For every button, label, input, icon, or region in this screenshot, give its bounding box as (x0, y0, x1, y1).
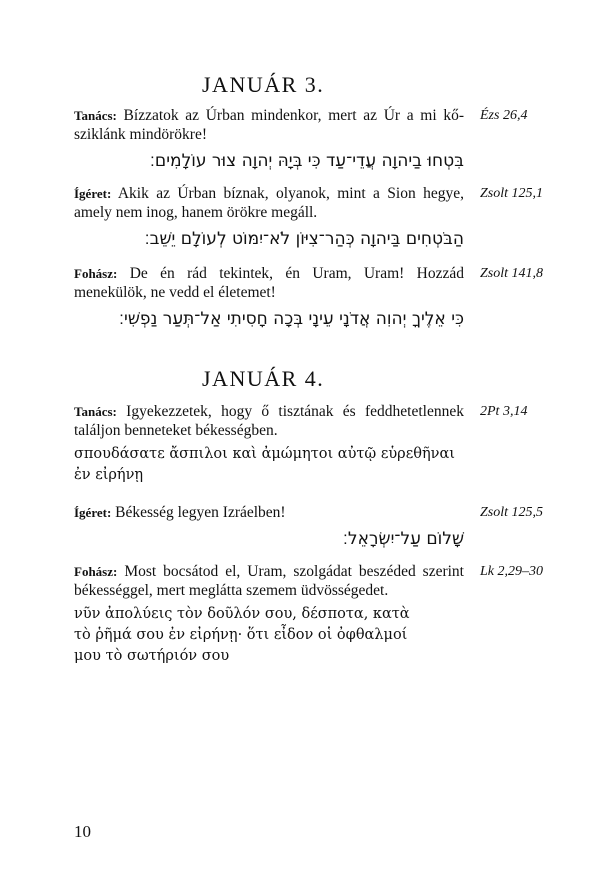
hebrew-verse: כִּי אֵלֶיךָ יְהוִה אֲדֹנָי עֵינָי בְּכָה חָסִיתִי אַל־תְּעַר נַפְשִׁי׃ (119, 309, 464, 329)
greek-verse: νῦν ἀπολύεις τὸν δοῦλόν σου, δέσποτα, κατὰ τὸ ῥῆμά σου ἐν εἰρήνῃ· ὅτι εἶδον οἱ ὀφθαλμοί μου τὸ σωτήριόν σου (74, 606, 410, 664)
entry-text (74, 503, 464, 522)
entry-text (74, 264, 464, 302)
entry-label: Tanács: (74, 108, 117, 123)
entry-label: Ígéret: (74, 505, 112, 520)
scripture-reference: Lk 2,29–30 (480, 564, 543, 579)
day-title-january-4: JANUÁR 4. (202, 366, 325, 391)
entry-prayer-jan3 (74, 264, 586, 332)
entry-text (74, 402, 464, 440)
entry-advice-jan4 (74, 402, 586, 486)
entry-label: Fohász: (74, 266, 118, 281)
entry-body: Akik az Úrban bíznak, olyanok, mint a Sion hegye, amely nem inog, hanem örökre megáll. (74, 185, 464, 221)
entry-promise-jan3 (74, 184, 586, 252)
entry-body: Békesség legyen Izráelben! (111, 504, 286, 521)
entry-body: De én rád tekintek, én Uram, Uram! Hozzád menekülök, ne vedd el életemet! (74, 265, 464, 301)
entry-body: Igyekezzetek, hogy ő tisztának és feddhetetlennek találjon benneteket békességben. (74, 403, 464, 439)
scripture-reference: Zsolt 141,8 (480, 266, 544, 281)
entry-prayer-jan4 (74, 562, 586, 667)
scripture-reference: Ézs 26,4 (480, 108, 528, 123)
entry-text (74, 184, 464, 222)
greek-verse: σπουδάσατε ἄσπιλοι καὶ ἀμώμητοι αὐτῷ εὑρεθῆναι ἐν εἰρήνῃ (74, 446, 455, 483)
hebrew-verse: בִּטְחוּ בַיהוָה עֲדֵי־עַד כִּי בְּיָהּ יְהוָה צוּר עוֹלָמִים׃ (149, 151, 464, 171)
entry-text (74, 562, 464, 600)
entry-label: Ígéret: (74, 186, 112, 201)
day-title-january-3: JANUÁR 3. (202, 72, 325, 97)
entry-label: Tanács: (74, 404, 117, 419)
page-number: 10 (74, 822, 91, 841)
entry-text (74, 106, 464, 144)
entry-advice-jan3 (74, 106, 586, 174)
entry-promise-jan4 (74, 503, 586, 552)
scripture-reference: 2Pt 3,14 (480, 404, 528, 419)
scripture-reference: Zsolt 125,5 (480, 505, 544, 520)
entry-body: Most bocsátod el, Uram, szolgádat beszéded szerint békességgel, mert meglátta szemem üdvösségedet. (74, 563, 464, 599)
hebrew-verse: שָׁלוֹם עַל־יִשְׂרָאֵל׃ (342, 529, 464, 549)
hebrew-verse: הַבֹּטְחִים בַּיהוָה כְּהַר־צִיּוֹן לֹא־יִמּוֹט לְעוֹלָם יֵשֵׁב׃ (144, 229, 464, 249)
entry-body: Bízzatok az Úrban mindenkor, mert az Úr a mi kősziklánk mindörökre! (74, 107, 464, 143)
scripture-reference: Zsolt 125,1 (480, 186, 544, 201)
entry-label: Fohász: (74, 564, 118, 579)
